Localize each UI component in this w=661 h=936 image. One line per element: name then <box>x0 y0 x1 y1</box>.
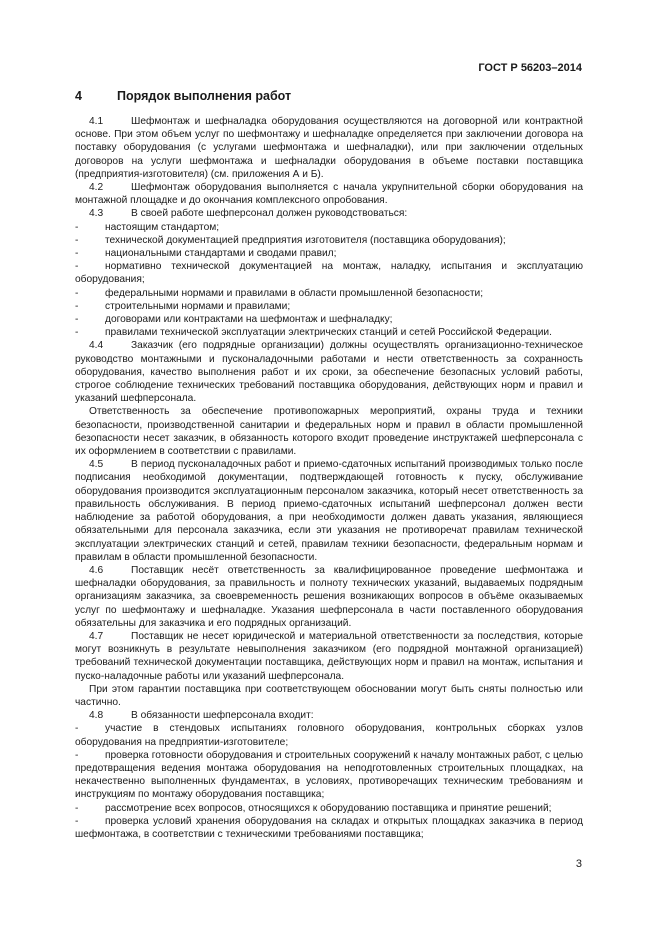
list-item <box>75 247 583 260</box>
list-marker: - <box>75 749 79 761</box>
paragraph-text: Ответственность за обеспечение противопожарных мероприятий, охраны труда и техники безопасности, производственной санитарии и федеральных норм и правил в области промышленной безопасности несет заказчик, в обязанность которого входит проведение инструктажей шефперсонала с их оформлением в соответствии с правилами. <box>75 406 583 458</box>
list-item <box>75 313 583 326</box>
list-marker: - <box>75 248 79 260</box>
list-item <box>75 815 583 841</box>
paragraph <box>75 405 583 458</box>
paragraph <box>75 115 583 181</box>
clause-number: 4.5 <box>89 459 104 471</box>
list-item <box>75 722 583 748</box>
list-item <box>75 221 583 234</box>
list-item <box>75 802 583 815</box>
paragraph <box>75 458 583 564</box>
paragraph <box>75 630 583 683</box>
list-marker: - <box>75 802 79 814</box>
paragraph-text: участие в стендовых испытаниях головного оборудования, контрольных сборках узлов оборудования на предприятии-изготовителе; <box>75 723 583 748</box>
list-item <box>75 300 583 313</box>
document-body <box>75 115 583 841</box>
clause-number: 4.4 <box>89 340 104 352</box>
list-item <box>75 749 583 802</box>
paragraph-text: технической документацией предприятия изготовителя (поставщика оборудования); <box>105 234 506 246</box>
paragraph-text: В период пусконаладочных работ и приемо-сдаточных испытаний производимых только после подписания необходимой документации, подтверждающей готовность к пуску, обслуживание оборудования производится эксплуатационным персоналом заказчика, который несет ответственность за правильность обслуживания. В период приемо-сдаточных испытаний шефперсонал должен вести наблюдение за работой оборудования, а при необходимости должен давать указания, являющиеся обязательными для персонала заказчика, если эти указания не противоречат правилам технической эксплуатации электрических станций и сетей, правилам техники безопасности, федеральным нормам и правилам в области промышленной безопасности. <box>75 459 583 563</box>
section-title-text: Порядок выполнения работ <box>117 89 292 103</box>
paragraph-text: В своей работе шефперсонал должен руководствоваться: <box>131 208 408 220</box>
list-marker: - <box>75 314 79 326</box>
paragraph <box>75 709 583 722</box>
paragraph-text: Шефмонтаж и шефналадка оборудования осуществляются на договорной или контрактной основе. При этом объем услуг по шефмонтажу и шефналадке определяется при заключении договора на поставку оборудования (с услугами шефмонтажа и шефналадки), или при заключении отдельных договоров на услуги шефмонтажа и шефналадки оборудования в объеме поставки поставщика (предприятия-изготовителя) (см. приложения А и Б). <box>75 116 583 180</box>
paragraph-text: рассмотрение всех вопросов, относящихся к оборудованию поставщика и принятие решений; <box>105 802 552 814</box>
list-marker: - <box>75 815 79 827</box>
paragraph-text: В обязанности шефперсонала входит: <box>131 710 314 722</box>
paragraph <box>75 339 583 405</box>
paragraph-text: договорами или контрактами на шефмонтаж и шефналадку; <box>105 314 393 326</box>
list-marker: - <box>75 300 79 312</box>
clause-number: 4.6 <box>89 564 104 576</box>
document-code: ГОСТ Р 56203–2014 <box>478 62 582 74</box>
paragraph-text: проверка готовности оборудования и строительных сооружений к началу монтажных работ, с целью предотвращения ведения монтажа оборудования на неподготовленных строительных площадках, на некачественно выполненных фундаментах, в условиях, противоречащих техническим требованиям и инструкциям по монтажу оборудования поставщика; <box>75 749 583 801</box>
paragraph <box>75 207 583 220</box>
list-item <box>75 287 583 300</box>
paragraph-text: При этом гарантии поставщика при соответствующем обосновании могут быть сняты полностью или частично. <box>75 683 583 708</box>
list-marker: - <box>75 327 79 339</box>
list-marker: - <box>75 723 79 735</box>
paragraph-text: строительными нормами и правилами; <box>105 300 291 312</box>
paragraph-text: федеральными нормами и правилами в области промышленной безопасности; <box>105 287 484 299</box>
paragraph-text: Шефмонтаж оборудования выполняется с начала укрупнительной сборки оборудования на монтажной площадке и до окончания комплексного опробования. <box>75 182 583 207</box>
paragraph <box>75 683 583 709</box>
paragraph-text: национальными стандартами и сводами правил; <box>105 248 337 260</box>
list-marker: - <box>75 261 79 273</box>
paragraph-text: Поставщик несёт ответственность за квалифицированное проведение шефмонтажа и шефналадки оборудования, за правильность и полноту технических указаний, выдаваемых подрядным организациям заказчика, за своевременность решения возникающих вопросов в объёме оказываемых услуг по шефмонтажу и шефналадке. Указания шефперсонала в части поставленного оборудования обязательны для заказчика и его подрядных организаций. <box>75 564 583 629</box>
list-marker: - <box>75 287 79 299</box>
list-item <box>75 260 583 286</box>
paragraph <box>75 181 583 207</box>
list-marker: - <box>75 234 79 246</box>
clause-number: 4.7 <box>89 630 104 642</box>
list-item <box>75 234 583 247</box>
paragraph-text: Поставщик не несет юридической и материальной ответственности за последствия, которые могут возникнуть в результате невыполнения заказчиком (его подрядной монтажной организацией) требований технической документации поставщика, действующих норм и правил на монтаж, испытания и пуско-наладочные работы или указаний шефперсонала. <box>75 630 583 682</box>
section-number: 4 <box>75 89 82 103</box>
paragraph-text: проверка условий хранения оборудования на складах и открытых площадках заказчика в период шефмонтажа, в соответствии с техническими требованиями поставщика; <box>75 815 583 840</box>
page-number: 3 <box>575 858 582 870</box>
paragraph-text: Заказчик (его подрядные организации) должны осуществлять организационно-техническое руководство монтажными и пусконаладочными работами и нести ответственность за сохранность оборудования, качество выполнения работ и их сроки, за обеспечение безопасных условий работы, строгое соблюдение технических требований поставщика оборудования, действующих норм и правил и указаний шефперсонала. <box>75 340 583 405</box>
paragraph <box>75 564 583 630</box>
paragraph-text: нормативно технической документацией на монтаж, наладку, испытания и эксплуатацию оборудования; <box>75 261 583 286</box>
list-item <box>75 326 583 339</box>
list-marker: - <box>75 221 79 233</box>
clause-number: 4.3 <box>89 208 104 220</box>
clause-number: 4.8 <box>89 710 104 722</box>
clause-number: 4.1 <box>89 116 104 127</box>
section-heading <box>75 89 291 103</box>
clause-number: 4.2 <box>89 182 104 194</box>
paragraph-text: настоящим стандартом; <box>105 221 220 233</box>
paragraph-text: правилами технической эксплуатации электрических станций и сетей Российской Федерации. <box>105 327 552 339</box>
